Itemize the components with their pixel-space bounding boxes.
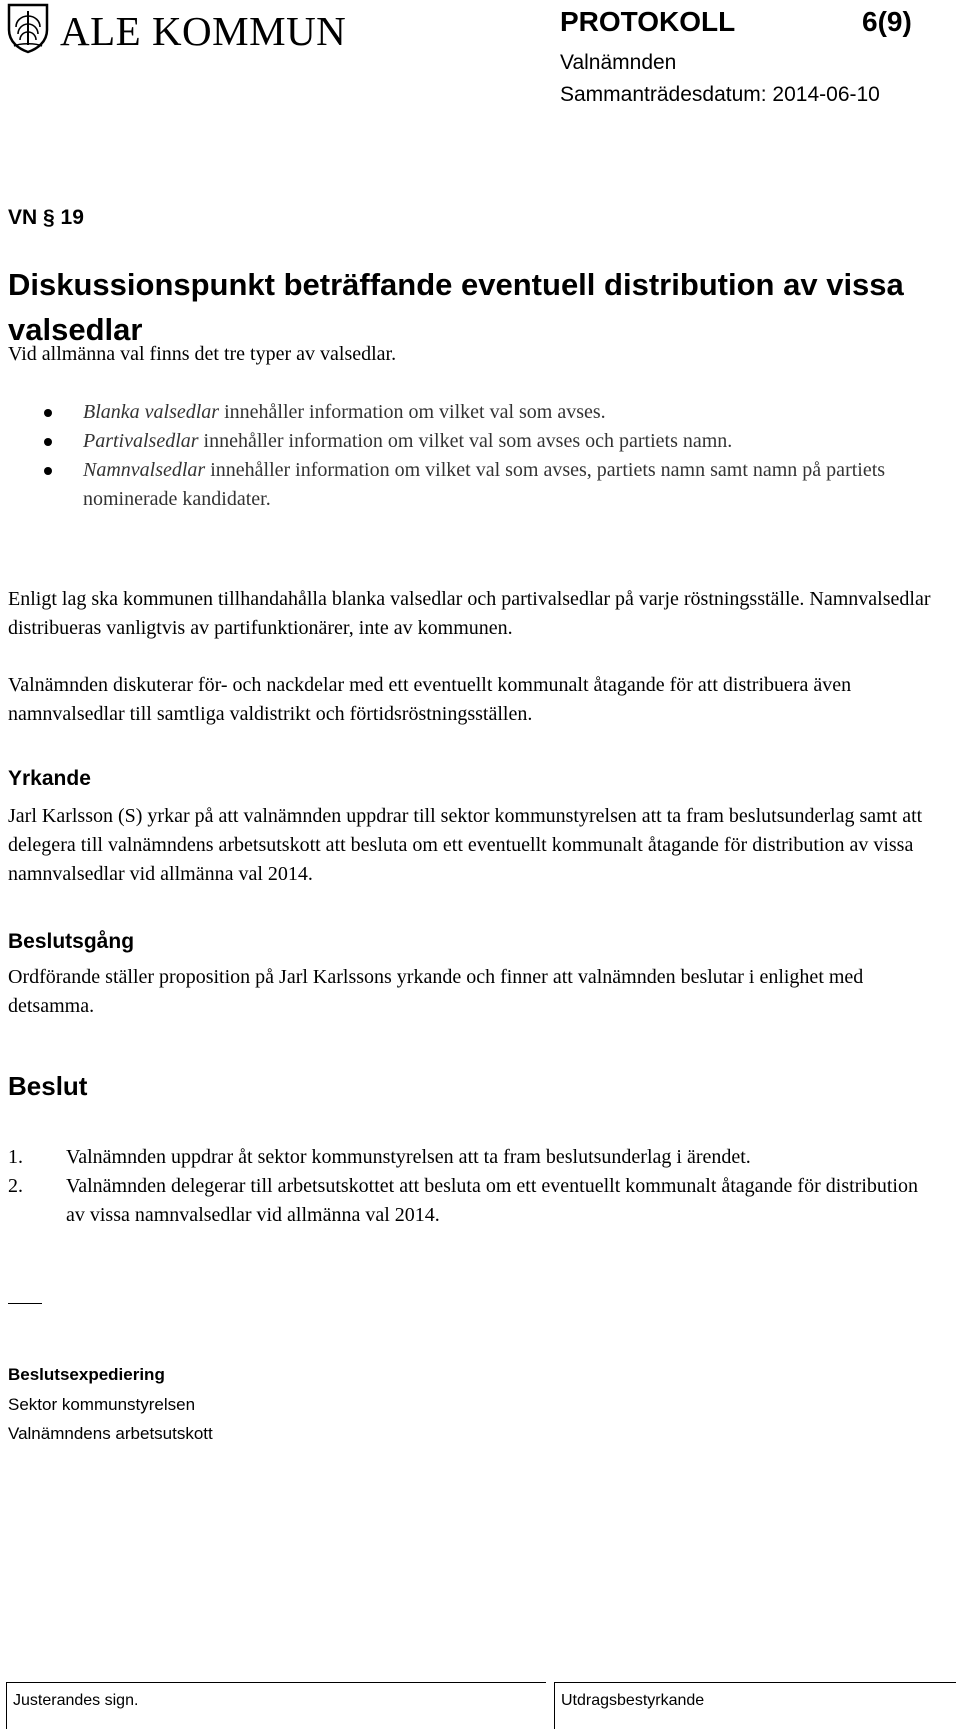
ballot-types-list — [0, 398, 940, 514]
committee-name: Valnämnden — [560, 51, 677, 74]
signature-row — [6, 1682, 956, 1729]
ballot-type-description: innehåller information om vilket val som avses. — [219, 401, 606, 423]
ballot-type-term: Namnvalsedlar — [83, 459, 206, 481]
decision-text: Valnämnden delegerar till arbetsutskottet att besluta om ett eventuellt kommunalt åtagande för distribution av vissa namnvalsedlar vid allmänna val 2014. — [66, 1175, 918, 1226]
bullet-icon — [44, 438, 52, 446]
decision-heading: Beslut — [8, 1071, 88, 1101]
decision-number: 2. — [8, 1175, 23, 1197]
expedition-recipient: Valnämndens arbetsutskott — [8, 1424, 213, 1443]
extract-certification-box — [554, 1682, 956, 1729]
list-item — [8, 1143, 938, 1172]
municipality-name: ALE KOMMUN — [60, 7, 347, 54]
divider — [8, 1303, 42, 1304]
bullet-icon — [44, 409, 52, 417]
decision-number: 1. — [8, 1146, 23, 1168]
procedure-paragraph: Ordförande ställer proposition på Jarl Karlssons yrkande och finner att valnämnden beslutar i enlighet med detsamma. — [8, 966, 864, 1017]
list-item — [8, 1172, 938, 1230]
list-item — [0, 456, 940, 514]
document-type: PROTOKOLL — [560, 6, 736, 37]
motion-paragraph: Jarl Karlsson (S) yrkar på att valnämnden uppdrar till sektor kommunstyrelsen att ta fram beslutsunderlag samt att delegera till valnämndens arbetsutskott att besluta om ett eventuellt kommunalt åtagande för distribution av vissa namnvalsedlar vid allmänna val 2014. — [8, 805, 923, 885]
ballot-type-term: Partivalsedlar — [83, 430, 199, 452]
municipality-logo — [6, 2, 346, 54]
law-paragraph: Enligt lag ska kommunen tillhandahålla blanka valsedlar och partivalsedlar på varje röstningsställe. Namnvalsedlar distribueras vanligtvis av partifunktionärer, inte av kommunen. — [8, 588, 931, 639]
expedition-recipient: Sektor kommunstyrelsen — [8, 1395, 196, 1414]
list-item — [0, 398, 940, 427]
procedure-heading: Beslutsgång — [8, 930, 135, 953]
ballot-type-term: Blanka valsedlar — [83, 401, 220, 423]
meeting-date: Sammanträdesdatum: 2014-06-10 — [560, 83, 880, 106]
expedition-heading: Beslutsexpediering — [8, 1365, 165, 1384]
section-title: Diskussionspunkt beträffande eventuell distribution av vissa valsedlar — [8, 267, 904, 347]
coat-of-arms-shield-icon — [6, 2, 50, 54]
extract-label: Utdragsbestyrkande — [561, 1692, 705, 1709]
list-item — [0, 427, 940, 456]
page-number: 6(9) — [862, 6, 912, 37]
discussion-paragraph: Valnämnden diskuterar för- och nackdelar med ett eventuellt kommunalt åtagande för att distribuera även namnvalsedlar till samtliga valdistrikt och förtidsröstningsställen. — [8, 674, 852, 725]
bullet-icon — [44, 467, 52, 475]
intro-paragraph: Vid allmänna val finns det tre typer av valsedlar. — [8, 343, 397, 365]
ballot-type-description: innehåller information om vilket val som avses och partiets namn. — [198, 430, 733, 452]
motion-heading: Yrkande — [8, 767, 91, 790]
ballot-type-description: innehåller information om vilket val som avses, partiets namn samt namn på partiets nominerade kandidater. — [83, 459, 886, 510]
justify-signature-box — [6, 1682, 546, 1729]
justify-label: Justerandes sign. — [13, 1692, 139, 1709]
section-number: VN § 19 — [8, 206, 84, 229]
decision-text: Valnämnden uppdrar åt sektor kommunstyrelsen att ta fram beslutsunderlag i ärendet. — [66, 1146, 751, 1168]
decision-list — [8, 1143, 938, 1230]
